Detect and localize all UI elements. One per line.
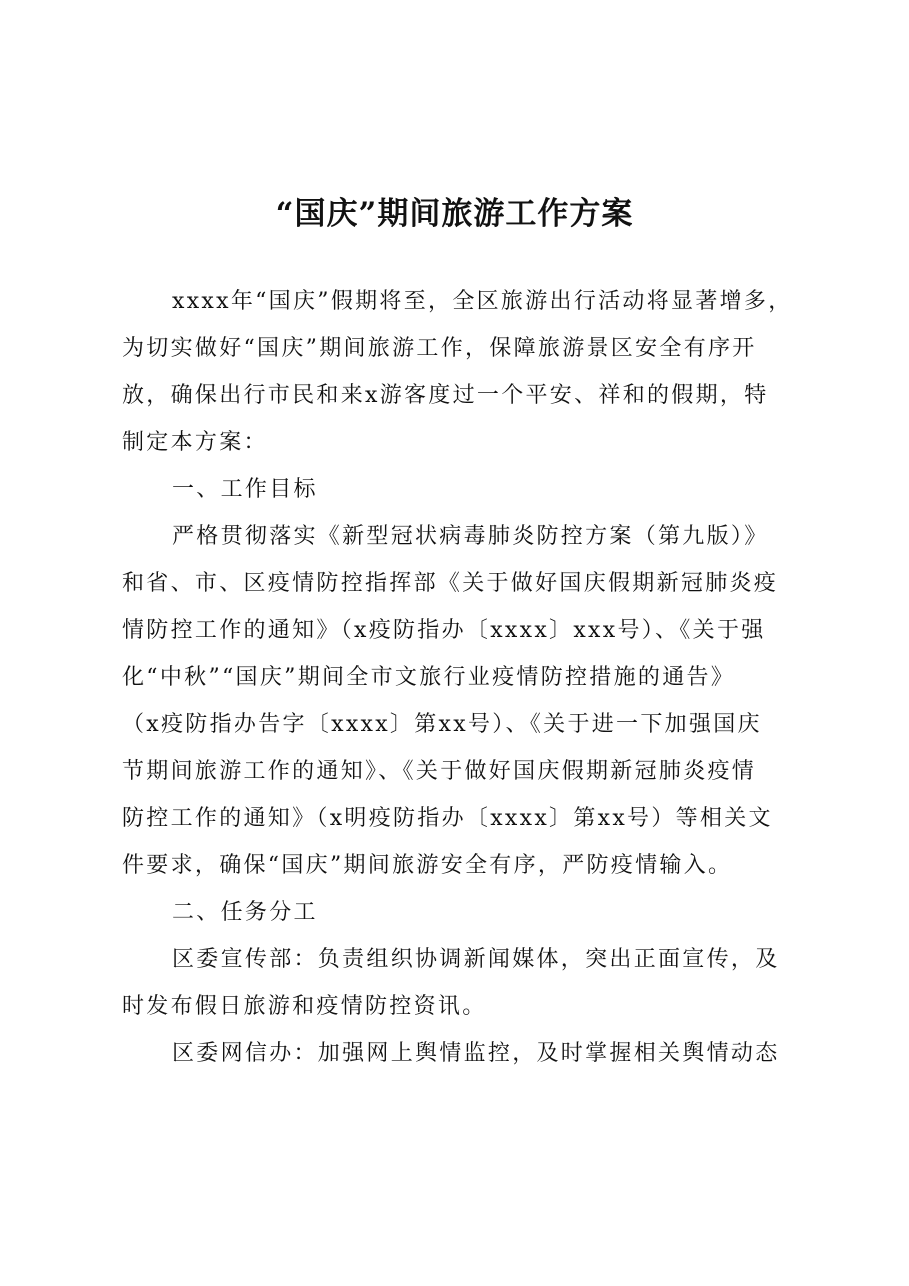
text-line: 防控工作的通知》（x明疫防指办〔xxxx〕第xx号）等相关文 xyxy=(122,806,773,831)
text-line: 制定本方案： xyxy=(122,430,268,455)
text-line: （x疫防指办告字〔xxxx〕第xx号）、《关于进一下加强国庆 xyxy=(122,712,762,737)
text-line: 区委宣传部：负责组织协调新闻媒体，突出正面宣传，及 xyxy=(172,947,780,972)
text-line: 二、任务分工 xyxy=(172,900,318,925)
text-line: xxxx年“国庆”假期将至，全区旅游出行活动将显著增多， xyxy=(172,289,793,314)
text-line: 一、工作目标 xyxy=(172,477,318,502)
document-body xyxy=(122,278,798,1077)
text-line: 严格贯彻落实《新型冠状病毒肺炎防控方案（第九版）》 xyxy=(172,524,769,549)
text-line: 件要求，确保“国庆”期间旅游安全有序，严防疫情输入。 xyxy=(122,853,733,878)
text-line: 节期间旅游工作的通知》、《关于做好国庆假期新冠肺炎疫情 xyxy=(122,759,757,784)
document-title: “国庆”期间旅游工作方案 xyxy=(275,196,634,232)
text-line: 时发布假日旅游和疫情防控资讯。 xyxy=(122,994,487,1019)
text-line: 化“中秋”“国庆”期间全市文旅行业疫情防控措施的通告》 xyxy=(122,665,736,690)
text-line: 和省、市、区疫情防控指挥部《关于做好国庆假期新冠肺炎疫 xyxy=(122,571,779,596)
text-line: 区委网信办：加强网上舆情监控，及时掌握相关舆情动态 xyxy=(172,1041,780,1066)
text-line: 情防控工作的通知》（x疫防指办〔xxxx〕xxx号）、《关于强 xyxy=(122,618,766,643)
text-line: 为切实做好“国庆”期间旅游工作，保障旅游景区安全有序开 xyxy=(122,336,757,361)
text-line: 放，确保出行市民和来x游客度过一个平安、祥和的假期，特 xyxy=(122,383,769,408)
